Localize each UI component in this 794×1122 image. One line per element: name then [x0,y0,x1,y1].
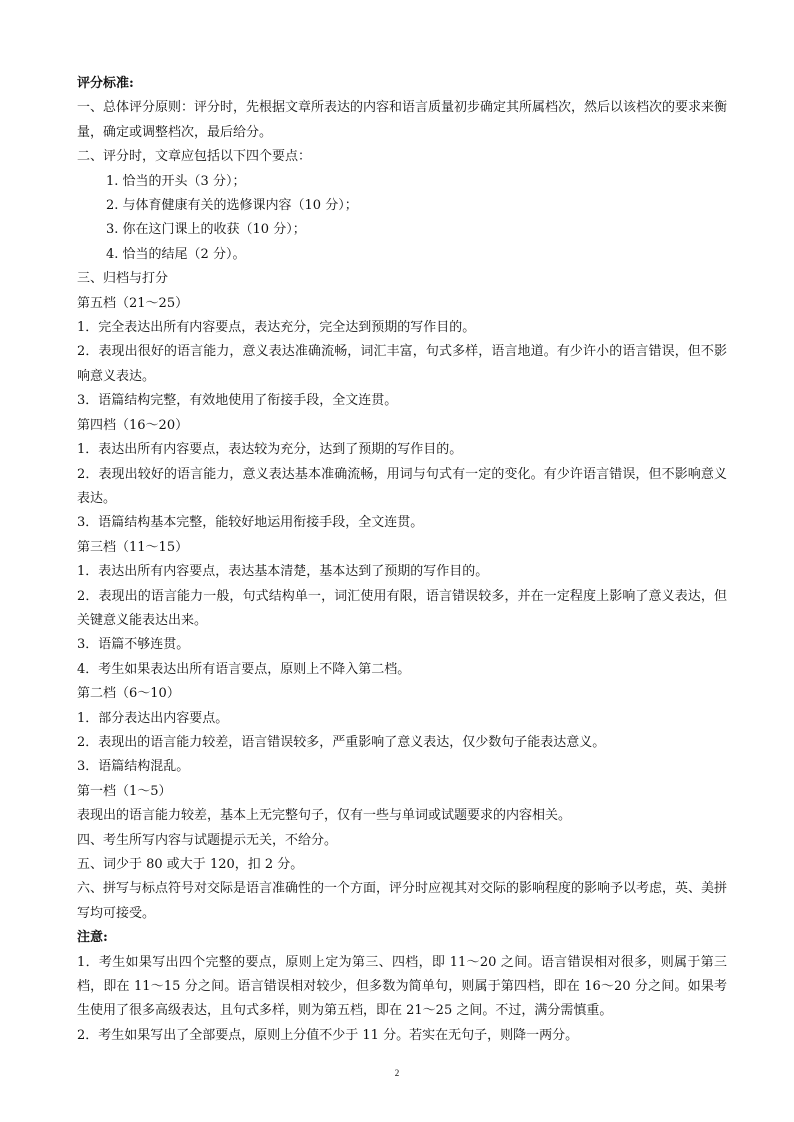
note-item: 2．考生如果写出了全部要点，原则上分值不少于 11 分。若实在无句子，则降一两分。 [77,1027,579,1043]
band-3-item: 2．表现出的语言能力一般，句式结构单一，词汇使用有限，语言错误较多，并在一定程度上影响了意义表达，但关键意义能表达出来。 [77,588,727,628]
principle-2: 二、评分时，文章应包括以下四个要点： [77,149,312,165]
band-3-item: 4．考生如果表达出所有语言要点，原则上不降入第二档。 [77,661,411,677]
band-4-item: 1．表达出所有内容要点，表达较为充分，达到了预期的写作目的。 [77,442,463,458]
principle-3: 三、归档与打分 [77,271,169,287]
band-1-title: 第一档（1～5） [77,783,172,799]
principle-5: 五、词少于 80 或大于 120，扣 2 分。 [77,857,304,872]
band-2-title: 第二档（6～10） [77,686,180,702]
section-heading: 评分标准: [77,76,134,91]
note-item: 1．考生如果写出四个完整的要点，原则上定为第三、四档，即 11～20 之间。语言错误相对很多，则属于第三档，即在 11～15 分之间。语言错误相对较少，但多数为简单句，则属于第四档，即在 16～20 分之间。如果考生使用了很多高级表达，且句式多样，则为第五档，即在 21～25 之间。不过，满分需慎重。 [77,954,727,1019]
band-1-text: 表现出的语言能力较差，基本上无完整句子，仅有一些与单词或试题要求的内容相关。 [77,808,572,824]
band-4-item: 3．语篇结构基本完整，能较好地运用衔接手段，全文连贯。 [77,515,424,531]
band-5-title: 第五档（21～25） [77,295,189,311]
band-2-item: 1．部分表达出内容要点。 [77,710,229,726]
band-5-item: 2．表现出很好的语言能力，意义表达准确流畅，词汇丰富，句式多样，语言地道。有少许小的语言错误，但不影响意义表达。 [77,344,727,384]
principle-6: 六、拼写与标点符号对交际是语言准确性的一个方面，评分时应视其对交际的影响程度的影响予以考虑，英、美拼写均可接受。 [77,881,728,921]
point-1: 1. 恰当的开头（3 分）； [106,173,246,189]
principle-4: 四、考生所写内容与试题提示无关，不给分。 [77,832,338,848]
point-2: 2. 与体育健康有关的选修课内容（10 分）； [106,198,358,214]
principle-1: 一、总体评分原则：评分时，先根据文章所表达的内容和语言质量初步确定其所属档次，然后以该档次的要求来衡量，确定或调整档次，最后给分。 [77,100,728,140]
band-2-item: 2．表现出的语言能力较差，语言错误较多，严重影响了意义表达，仅少数句子能表达意义。 [77,734,606,750]
band-5-item: 3．语篇结构完整，有效地使用了衔接手段，全文连贯。 [77,393,398,409]
band-4-item: 2．表现出较好的语言能力，意义表达基本准确流畅，用词与句式有一定的变化。有少许语言错误，但不影响意义表达。 [77,466,727,506]
note-heading: 注意: [77,930,108,946]
page-number: 2 [394,1068,400,1078]
band-4-title: 第四档（16～20） [77,417,189,433]
scoring-standards-document [77,72,727,1048]
band-5-item: 1．完全表达出所有内容要点，表达充分，完全达到预期的写作目的。 [77,320,476,336]
band-2-item: 3．语篇结构混乱。 [77,759,190,775]
band-3-title: 第三档（11～15） [77,539,189,555]
band-3-item: 1．表达出所有内容要点，表达基本清楚，基本达到了预期的写作目的。 [77,564,489,580]
point-3: 3. 你在这门课上的收获（10 分）； [106,222,306,238]
point-4: 4. 恰当的结尾（2 分）。 [106,246,246,262]
band-3-item: 3．语篇不够连贯。 [77,637,190,653]
